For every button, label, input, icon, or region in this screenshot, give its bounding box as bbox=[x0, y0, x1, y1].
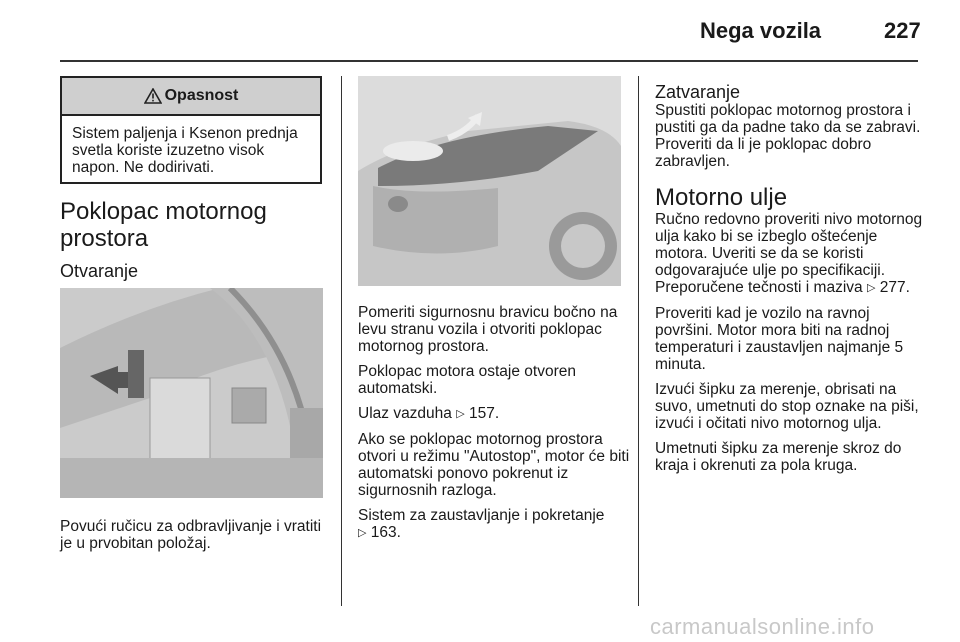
arrow-reference-icon: ▷ bbox=[456, 408, 465, 420]
warning-header bbox=[62, 78, 320, 116]
subsection-heading: Zatvaranje bbox=[655, 82, 741, 102]
page-reference-link[interactable]: 277. bbox=[879, 279, 910, 296]
page-reference-link[interactable]: 157. bbox=[469, 405, 500, 422]
arrow-reference-icon: ▷ bbox=[358, 527, 367, 539]
paragraph: Ručno redovno proveriti nivo motornog ulja kako bi se izbeglo oštećenje motora. Uveriti se da se koristi odgovarajuće ulje po specifikaciji. Preporučene tečnosti i maziva ▷ 277. bbox=[655, 211, 923, 296]
paragraph: Poklopac motora ostaje otvoren automatski. bbox=[358, 363, 576, 397]
paragraph: Ako se poklopac motornog prostora otvori u režimu "Autostop", motor će biti automatski ponovo pokrenut iz sigurnosnih razloga. bbox=[358, 431, 630, 499]
paragraph: Proveriti kad je vozilo na ravnoj površini. Motor mora biti na radnoj temperaturi i zaustavljen najmanje 5 minuta. bbox=[655, 305, 904, 373]
column-divider bbox=[341, 76, 342, 606]
open-hood-image bbox=[358, 76, 621, 286]
paragraph: Pomeriti sigurnosnu bravicu bočno na levu stranu vozila i otvoriti poklopac motornog prostora. bbox=[358, 304, 618, 355]
page-reference-link[interactable]: 163. bbox=[370, 524, 401, 541]
subsection-heading: Otvaranje bbox=[60, 261, 139, 281]
release-lever-caption: Povući ručicu za odbravljivanje i vratiti je u prvobitan položaj. bbox=[60, 518, 322, 552]
paragraph: Spustiti poklopac motornog prostora i pustiti ga da padne tako da se zabravi. Proveriti da li je poklopac dobro zabravljen. bbox=[655, 102, 921, 170]
warning-triangle-icon bbox=[144, 88, 162, 104]
page-header-title: Nega vozila bbox=[700, 18, 822, 43]
warning-title: Opasnost bbox=[164, 87, 239, 104]
warning-text: Sistem paljenja i Ksenon prednja svetla koriste izuzetno visok napon. Ne dodirivati. bbox=[72, 125, 298, 176]
arrow-reference-icon: ▷ bbox=[866, 282, 876, 294]
section-heading: Poklopac motornog prostora bbox=[60, 198, 267, 252]
warning-box bbox=[60, 76, 322, 184]
paragraph: Ulaz vazduha ▷ 157. bbox=[358, 405, 500, 422]
release-lever-image bbox=[60, 288, 323, 498]
header-rule bbox=[60, 60, 918, 62]
page-number: 227 bbox=[884, 18, 921, 43]
paragraph: Sistem za zaustavljanje i pokretanje ▷ 163. bbox=[358, 507, 605, 541]
paragraph: Umetnuti šipku za merenje skroz do kraja i okrenuti za pola kruga. bbox=[655, 440, 902, 474]
watermark: carmanualsonline.info bbox=[650, 614, 875, 639]
paragraph: Izvući šipku za merenje, obrisati na suvo, umetnuti do stop oznake na piši, izvući i očitati nivo motornog ulja. bbox=[655, 381, 919, 432]
column-divider bbox=[638, 76, 639, 606]
section-heading: Motorno ulje bbox=[655, 184, 788, 211]
